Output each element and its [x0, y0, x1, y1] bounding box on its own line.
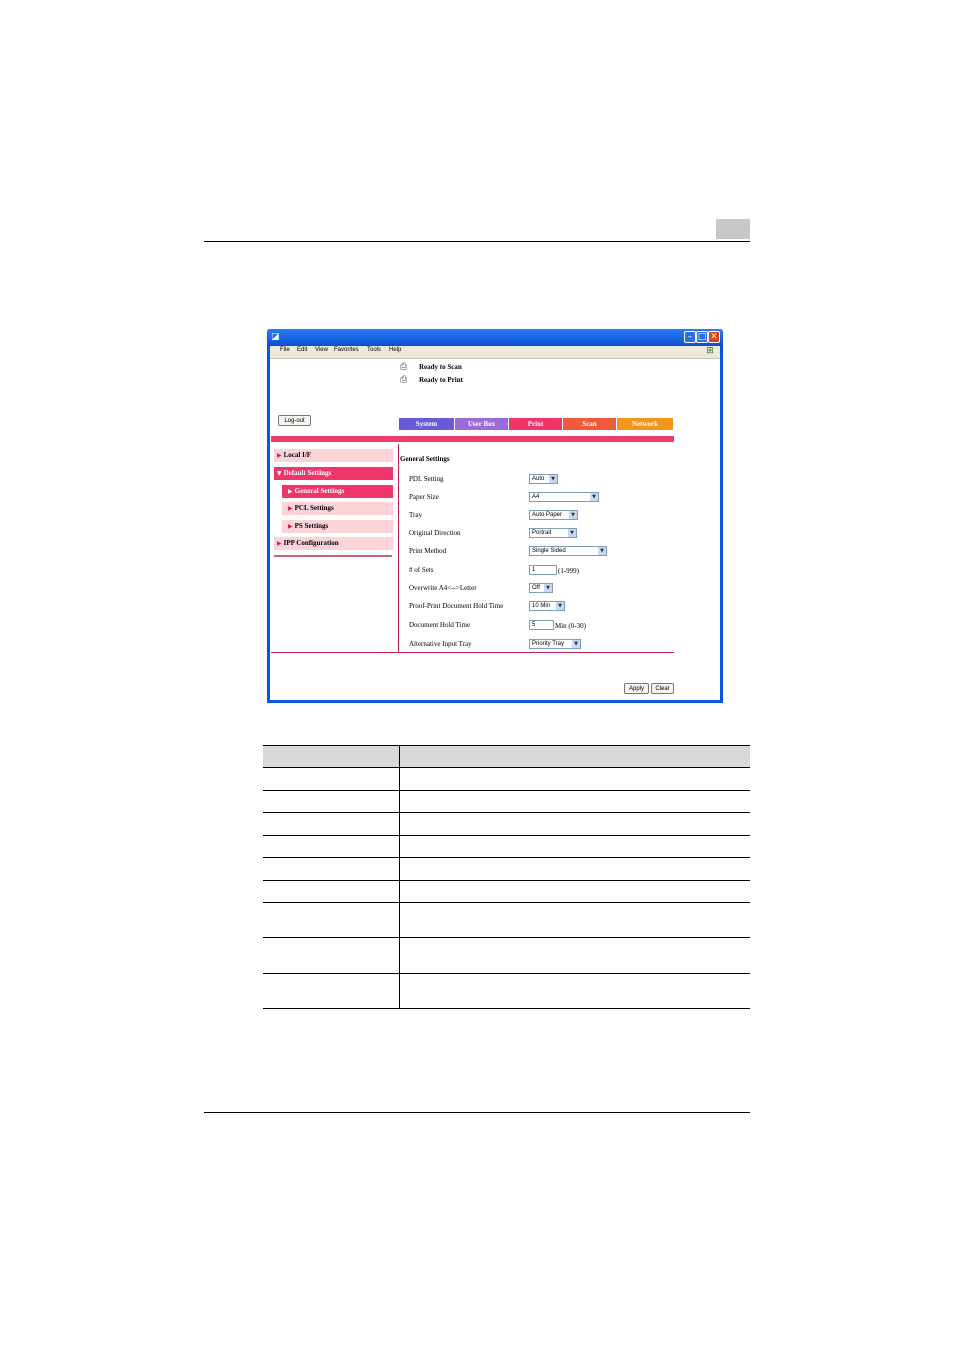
scanner-icon: ⎙ [400, 362, 408, 372]
document-hold-input[interactable]: 5 [529, 620, 554, 630]
logout-button[interactable]: Log-out [278, 415, 311, 426]
menu-view[interactable]: View [315, 347, 328, 353]
table-header [263, 745, 750, 767]
chevron-down-icon: ▼ [598, 547, 606, 555]
status-scan: Ready to Scan [419, 363, 462, 371]
content-divider [398, 444, 399, 652]
triangle-right-icon: ▶ [288, 488, 293, 495]
table-column-divider [399, 745, 400, 1008]
printer-icon: ⎙ [400, 375, 408, 385]
original-direction-label: Original Direction [409, 529, 461, 537]
overwrite-label: Overwrite A4<-->Letter [409, 584, 477, 592]
tray-label: Tray [409, 511, 422, 519]
table-row-line [263, 880, 750, 881]
tab-system[interactable]: System [399, 418, 454, 430]
triangle-right-icon: ▶ [277, 540, 282, 547]
header-rule [204, 241, 750, 242]
document-hold-range-note: Min (0-30) [555, 622, 586, 630]
chevron-down-icon: ▼ [544, 584, 552, 592]
sets-input[interactable]: 1 [529, 565, 557, 575]
alternative-input-tray-label: Alternative Input Tray [409, 640, 472, 648]
tab-print[interactable]: Print [509, 418, 562, 430]
proof-print-hold-select[interactable]: 10 Min ▼ [529, 601, 565, 611]
chevron-down-icon: ▼ [549, 475, 557, 483]
sidebar-item-default-settings[interactable]: ▼ Default Settings [274, 467, 393, 480]
table-row-line [263, 973, 750, 974]
sidebar-bottom-line [274, 555, 392, 557]
print-method-label: Print Method [409, 547, 447, 555]
table-row-line [263, 812, 750, 813]
print-method-select[interactable]: Single Sided ▼ [529, 546, 607, 556]
close-icon[interactable]: ✕ [708, 331, 720, 343]
clear-button[interactable]: Clear [651, 683, 674, 694]
triangle-right-icon: ▶ [277, 452, 282, 459]
paper-size-label: Paper Size [409, 493, 439, 501]
chevron-down-icon: ▼ [572, 640, 580, 648]
tab-scan[interactable]: Scan [563, 418, 616, 430]
tab-user-box[interactable]: User Box [455, 418, 508, 430]
sidebar-item-ipp-configuration[interactable]: ▶ IPP Configuration [274, 537, 393, 550]
table-row-line [263, 902, 750, 903]
menu-help[interactable]: Help [389, 347, 402, 353]
menu-bar [270, 346, 720, 359]
window-titlebar [267, 329, 723, 346]
table-row-line [263, 835, 750, 836]
header-accent-bar [271, 436, 674, 442]
sidebar-item-local-if[interactable]: ▶ Local I/F [274, 449, 393, 462]
pdl-setting-select[interactable]: Auto ▼ [529, 474, 558, 484]
sidebar-item-general-settings[interactable]: ▶ General Settings [282, 485, 393, 498]
triangle-right-icon: ▶ [288, 505, 293, 512]
browser-window [267, 329, 723, 703]
sidebar-item-ps-settings[interactable]: ▶ PS Settings [282, 520, 393, 533]
menu-favorites[interactable]: Favorites [334, 347, 359, 353]
content-bottom-line [271, 652, 674, 653]
sets-label: # of Sets [409, 566, 434, 574]
table-row-line [263, 1008, 750, 1009]
sets-range-note: (1-999) [558, 567, 579, 575]
sidebar-item-pcl-settings[interactable]: ▶ PCL Settings [282, 502, 393, 515]
chevron-down-icon: ▼ [556, 602, 564, 610]
pdl-setting-label: PDL Setting [409, 475, 444, 483]
table-row-line [263, 857, 750, 858]
chevron-down-icon: ▼ [568, 529, 576, 537]
footer-rule [204, 1112, 750, 1113]
proof-print-hold-label: Proof-Print Document Hold Time [409, 602, 504, 610]
browser-client-area [270, 346, 720, 700]
chevron-down-icon: ▼ [569, 511, 577, 519]
original-direction-select[interactable]: Portrait ▼ [529, 528, 577, 538]
page-number-box [716, 219, 750, 239]
tray-select[interactable]: Auto Paper ▼ [529, 510, 578, 520]
document-hold-label: Document Hold Time [409, 621, 471, 629]
table-row-line [263, 937, 750, 938]
status-print: Ready to Print [419, 376, 463, 384]
table-row-line [263, 767, 750, 768]
overwrite-select[interactable]: Off ▼ [529, 583, 553, 593]
table-row-line [263, 790, 750, 791]
maximize-icon[interactable]: □ [697, 332, 707, 342]
menu-edit[interactable]: Edit [297, 347, 308, 353]
app-icon: ◪ [271, 332, 280, 342]
menu-file[interactable]: File [280, 347, 290, 353]
menu-tools[interactable]: Tools [367, 347, 382, 353]
alternative-input-tray-select[interactable]: Priority Tray ▼ [529, 639, 581, 649]
chevron-down-icon: ▼ [590, 493, 598, 501]
page-title: General Settings [400, 455, 450, 463]
triangle-right-icon: ▶ [288, 523, 293, 530]
apply-button[interactable]: Apply [624, 683, 649, 694]
windows-logo-icon: ⊞ [706, 346, 714, 356]
minimize-icon[interactable]: – [684, 331, 696, 343]
paper-size-select[interactable]: A4 ▼ [529, 492, 599, 502]
triangle-down-icon: ▼ [277, 470, 282, 477]
tab-network[interactable]: Network [617, 418, 673, 430]
